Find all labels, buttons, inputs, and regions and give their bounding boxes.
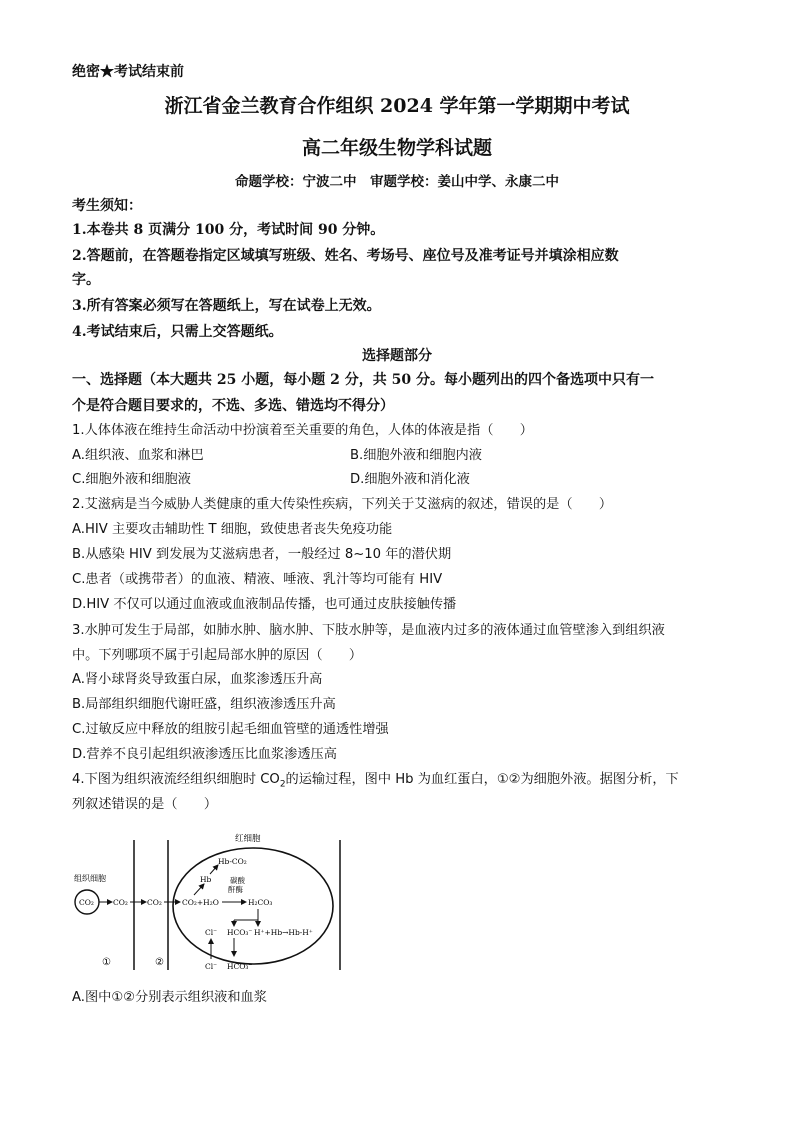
- option-a: A.肾小球肾炎导致蛋白尿，血浆渗透压升高: [72, 672, 323, 687]
- hco3-text: HCO₃⁻: [227, 962, 253, 971]
- question-stem: 中。下列哪项不属于引起局部水肿的原因（ ）: [72, 648, 363, 663]
- option-c: C.细胞外液和细胞液: [72, 472, 191, 487]
- section-intro: 一、选择题（本大题共 25 小题，每小题 2 分，共 50 分。每小题列出的四个备选项中只有一: [72, 372, 654, 388]
- h-hb-text: H⁺+Hb→Hb-H⁺: [254, 928, 313, 937]
- option-c: C.过敏反应中释放的组胺引起毛细血管壁的通透性增强: [72, 722, 389, 737]
- confidential-mark: 绝密★考试结束前: [72, 64, 184, 80]
- exam-subtitle: 高二年级生物学科试题: [301, 137, 492, 159]
- notice-item: 3.所有答案必须写在答题纸上，写在试卷上无效。: [72, 298, 381, 314]
- option-c: C.患者（或携带者）的血液、精液、唾液、乳汁等均可能有 HIV: [72, 572, 443, 587]
- question-stem: [72, 770, 679, 795]
- h2co3-text: H₂CO₃: [248, 898, 273, 907]
- cl-text: Cl⁻: [205, 928, 218, 937]
- question-stem: 3.水肿可发生于局部，如肺水肿、脑水肿、下肢水肿等，是血液内过多的液体通过血管壁渗入到组织液: [72, 623, 665, 638]
- co2-transport-diagram: [72, 828, 362, 978]
- region-label-2: ②: [155, 957, 164, 968]
- tissue-cell-label: 组织细胞: [74, 874, 106, 883]
- hb-co2-text: Hb-CO₂: [218, 857, 247, 866]
- question-stem: 列叙述错误的是（ ）: [72, 797, 218, 812]
- red-cell-label: 红细胞: [235, 834, 261, 844]
- option-a: A.图中①②分别表示组织液和血浆: [72, 990, 267, 1005]
- option-a: A.组织液、血浆和淋巴: [72, 448, 204, 463]
- exam-title: 浙江省金兰教育合作组织 2024 学年第一学期期中考试: [164, 95, 630, 117]
- stem-text: 4.下图为组织液流经组织细胞时 CO: [72, 772, 280, 787]
- section-title: 选择题部分: [362, 348, 432, 364]
- question-stem: 1.人体体液在维持生命活动中扮演着至关重要的角色，人体的体液是指（ ）: [72, 423, 533, 438]
- notice-item: 4.考试结束后，只需上交答题纸。: [72, 324, 283, 340]
- question-stem: 2.艾滋病是当今威胁人类健康的重大传染性疾病，下列关于艾滋病的叙述，错误的是（ ）: [72, 497, 613, 512]
- enzyme-text: 碳酸: [230, 876, 245, 885]
- section-intro: 个是符合题目要求的，不选、多选、错选均不得分）: [72, 398, 394, 414]
- co2-text: CO₂: [113, 898, 128, 907]
- enzyme-text: 酐酶: [228, 885, 243, 894]
- co2-text: CO₂: [147, 898, 162, 907]
- co2-h2o-text: CO₂+H₂O: [182, 898, 219, 907]
- option-b: B.局部组织细胞代谢旺盛，组织液渗透压升高: [72, 697, 336, 712]
- notice-item: 2.答题前，在答题卷指定区域填写班级、姓名、考场号、座位号及准考证号并填涂相应数: [72, 248, 619, 264]
- region-label-1: ①: [102, 957, 111, 968]
- option-b: B.细胞外液和细胞内液: [350, 448, 482, 463]
- hb-text: Hb: [200, 875, 212, 884]
- notice-item: 1.本卷共 8 页满分 100 分，考试时间 90 分钟。: [72, 222, 385, 238]
- subscript: 2: [279, 779, 286, 790]
- co2-text: CO₂: [79, 898, 94, 907]
- option-d: D.细胞外液和消化液: [350, 472, 470, 487]
- option-b: B.从感染 HIV 到发展为艾滋病患者，一般经过 8~10 年的潜伏期: [72, 547, 452, 562]
- cl-text: Cl⁻: [205, 962, 218, 971]
- option-a: A.HIV 主要攻击辅助性 T 细胞，致使患者丧失免疫功能: [72, 522, 393, 537]
- stem-text: 的运输过程，图中 Hb 为血红蛋白，①②为细胞外液。据图分析，下: [285, 772, 679, 787]
- option-d: D.营养不良引起组织液渗透压比血浆渗透压高: [72, 747, 337, 762]
- notice-item: 字。: [72, 272, 100, 288]
- hco3-text: HCO₃⁻: [227, 928, 253, 937]
- notice-heading: 考生须知：: [72, 198, 142, 214]
- school-credits: 命题学校：宁波二中 审题学校：姜山中学、永康二中: [235, 174, 559, 190]
- option-d: D.HIV 不仅可以通过血液或血液制品传播，也可通过皮肤接触传播: [72, 597, 457, 612]
